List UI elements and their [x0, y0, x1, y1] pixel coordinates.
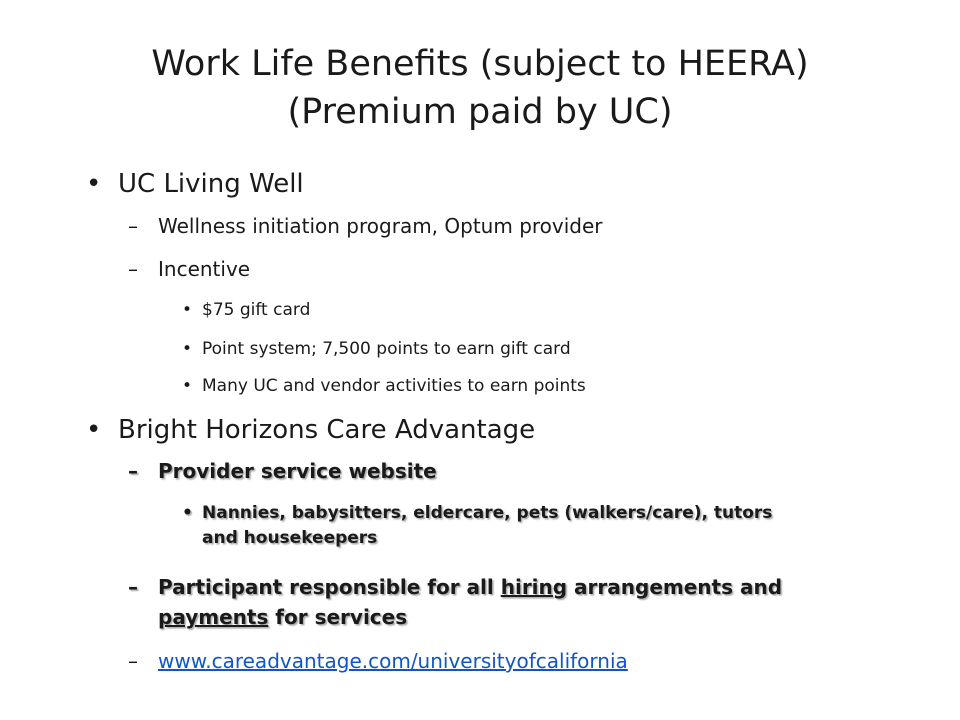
- list-subitem-point-system: Point system; 7,500 points to earn gift card: [202, 339, 571, 359]
- dash-marker: –: [128, 257, 138, 281]
- bullet-marker: •: [182, 503, 193, 523]
- bullet-marker: •: [182, 300, 193, 320]
- dash-marker: –: [128, 575, 138, 599]
- bullet-marker: •: [86, 169, 102, 199]
- list-subitem-activities: Many UC and vendor activities to earn points: [202, 376, 586, 396]
- payments-underlined: payments: [158, 605, 269, 629]
- dash-marker: –: [128, 649, 138, 673]
- title-line-1: Work Life Benefits (subject to HEERA): [151, 44, 809, 84]
- section-heading-care-advantage: Bright Horizons Care Advantage: [118, 415, 536, 445]
- list-subitem-care-types-line-2: and housekeepers: [202, 528, 378, 548]
- list-subitem-care-types-line-1: Nannies, babysitters, eldercare, pets (walkers/care), tutors: [202, 503, 773, 523]
- list-item-wellness: Wellness initiation program, Optum provider: [158, 214, 603, 238]
- participant-text: arrangements and: [567, 575, 783, 599]
- list-subitem-gift-card: $75 gift card: [202, 300, 311, 320]
- section-heading-living-well: UC Living Well: [118, 169, 304, 199]
- bullet-marker: •: [182, 376, 193, 396]
- list-item-provider-website: Provider service website: [158, 459, 437, 483]
- participant-text: Participant responsible for all: [158, 575, 501, 599]
- list-item-participant-line-2: [158, 604, 407, 630]
- dash-marker: –: [128, 214, 138, 238]
- title-line-2: (Premium paid by UC): [287, 92, 673, 132]
- list-item-participant-line-1: [158, 574, 782, 600]
- dash-marker: –: [128, 459, 138, 483]
- bullet-marker: •: [182, 339, 193, 359]
- bullet-marker: •: [86, 415, 102, 445]
- hiring-underlined: hiring: [500, 575, 568, 599]
- list-item-incentive: Incentive: [158, 257, 251, 281]
- participant-text: for services: [268, 605, 408, 629]
- care-advantage-link[interactable]: www.careadvantage.com/universityofcalifornia: [158, 649, 628, 673]
